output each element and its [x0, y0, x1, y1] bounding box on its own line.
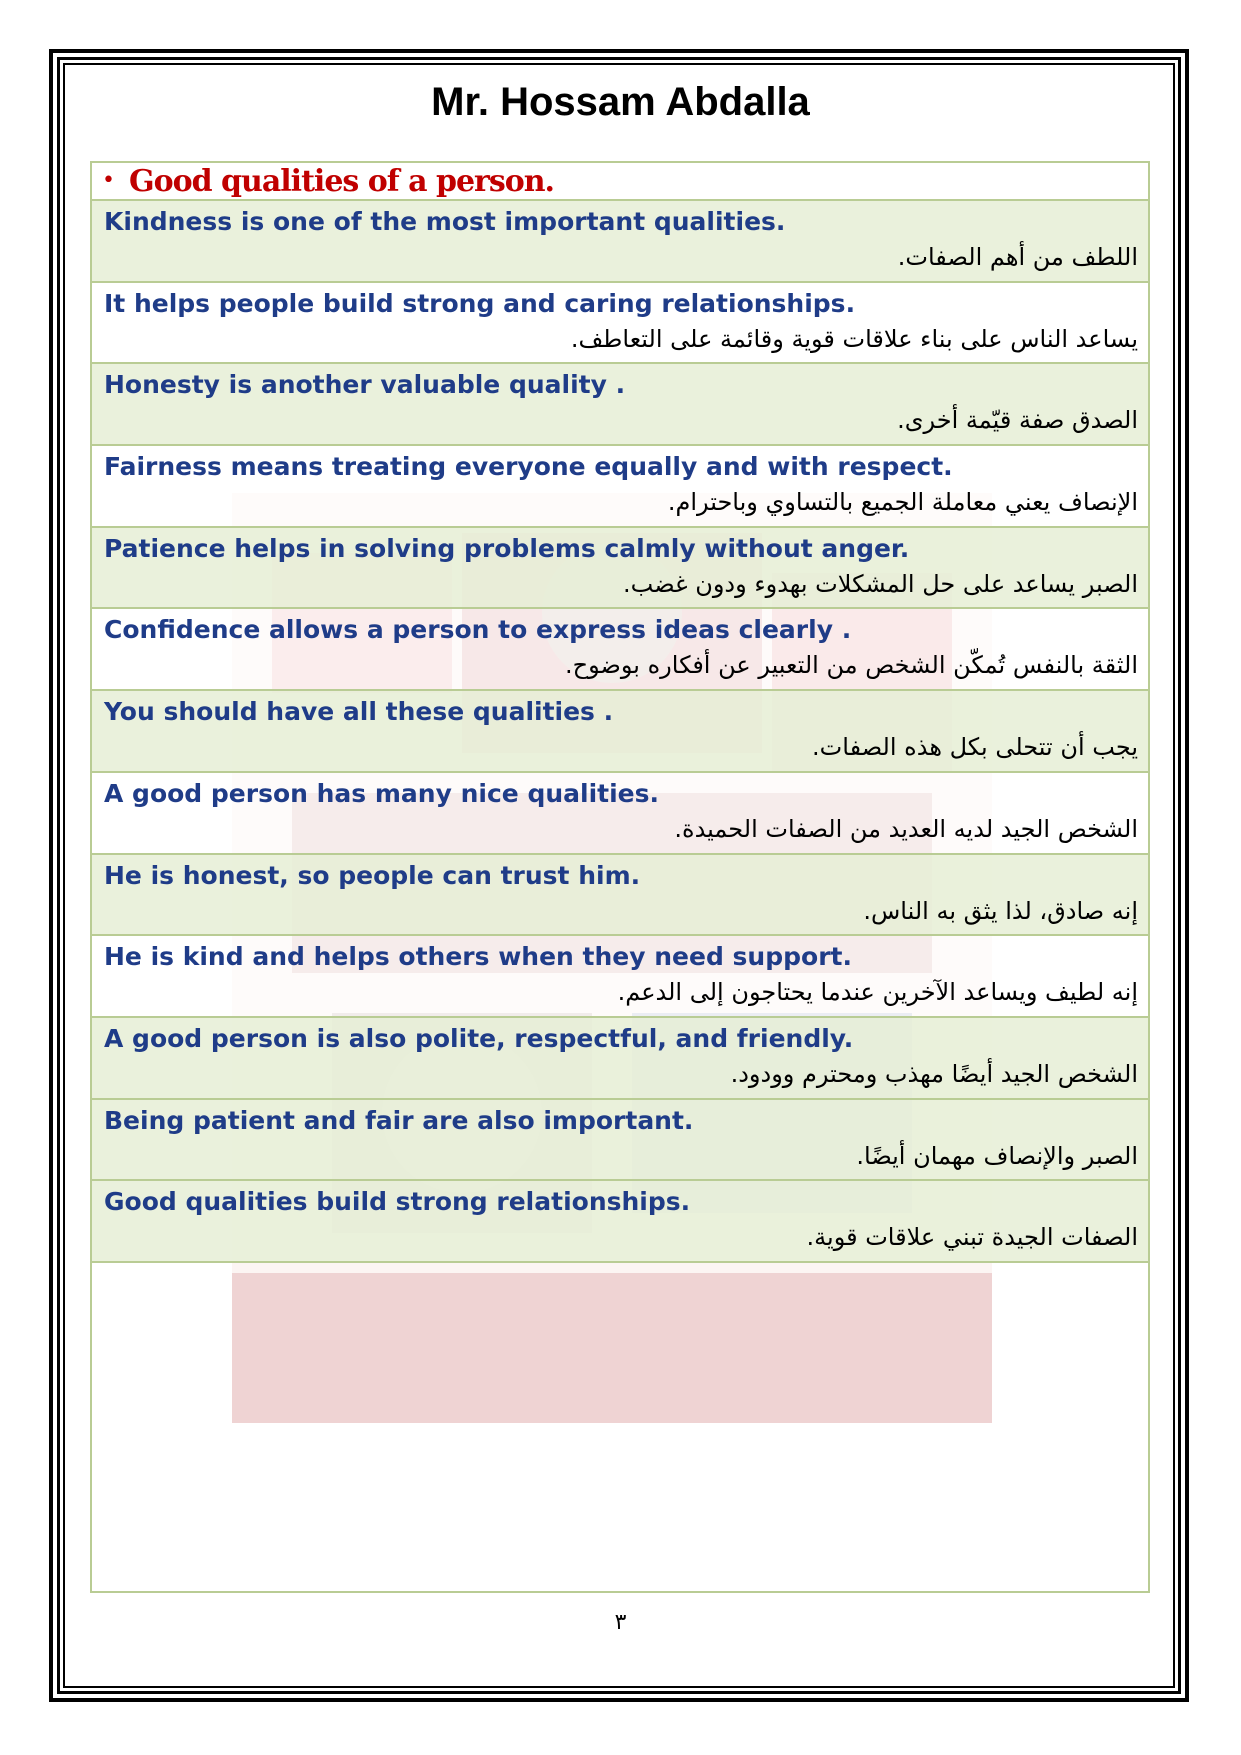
english-sentence: It helps people build strong and caring relationships. [104, 288, 856, 318]
english-sentence: A good person is also polite, respectful, and friendly. [104, 1023, 854, 1053]
section-heading-row [92, 163, 1148, 201]
table-row [92, 1181, 1148, 1263]
table-row [92, 1018, 1148, 1100]
table-row [92, 1100, 1148, 1182]
table-row [92, 773, 1148, 855]
english-sentence: A good person has many nice qualities. [104, 778, 660, 808]
english-sentence: He is kind and helps others when they need support. [104, 942, 852, 972]
english-sentence: Being patient and fair are also important. [104, 1105, 694, 1135]
arabic-translation: الصفات الجيدة تبني علاقات قوية. [806, 1223, 1138, 1252]
english-sentence: You should have all these qualities . [104, 697, 614, 727]
arabic-translation: الإنصاف يعني معاملة الجميع بالتساوي وباحترام. [667, 488, 1138, 517]
english-sentence: He is honest, so people can trust him. [104, 860, 641, 890]
page-title: Mr. Hossam Abdalla [431, 80, 810, 124]
arabic-translation: يجب أن تتحلى بكل هذه الصفات. [812, 733, 1138, 762]
arabic-translation: الثقة بالنفس تُمكّن الشخص من التعبير عن أفكاره بوضوح. [565, 651, 1138, 680]
arabic-translation: الشخص الجيد لديه العديد من الصفات الحميدة. [674, 814, 1138, 843]
english-sentence: Confidence allows a person to express ideas clearly . [104, 615, 852, 645]
arabic-translation: الشخص الجيد أيضًا مهذب ومحترم وودود. [730, 1059, 1138, 1088]
arabic-translation: الصبر والإنصاف مهمان أيضًا. [856, 1141, 1138, 1170]
arabic-translation: الصدق صفة قيّمة أخرى. [897, 406, 1138, 435]
table-row [92, 364, 1148, 446]
table-row [92, 936, 1148, 1018]
english-sentence: Honesty is another valuable quality . [104, 370, 626, 400]
table-row [92, 528, 1148, 610]
table-row [92, 283, 1148, 365]
table-row [92, 446, 1148, 528]
page-number: ٣ [614, 1610, 627, 1635]
arabic-translation: إنه صادق، لذا يثق به الناس. [863, 896, 1138, 925]
arabic-translation: الصبر يساعد على حل المشكلات بهدوء ودون غضب. [623, 569, 1138, 598]
arabic-translation: إنه لطيف ويساعد الآخرين عندما يحتاجون إلى الدعم. [617, 978, 1138, 1007]
table-row [92, 691, 1148, 773]
bullet-icon: • [102, 168, 115, 193]
english-sentence: Patience helps in solving problems calmly without anger. [104, 533, 910, 563]
english-sentence: Kindness is one of the most important qualities. [104, 207, 786, 236]
english-sentence: Fairness means treating everyone equally and with respect. [104, 452, 953, 482]
english-sentence: Good qualities build strong relationships. [104, 1187, 691, 1217]
section-heading: Good qualities of a person. [128, 163, 555, 199]
arabic-translation: يساعد الناس على بناء علاقات قوية وقائمة على التعاطف. [570, 324, 1138, 353]
arabic-translation: اللطف من أهم الصفات. [897, 243, 1138, 271]
table-row [92, 609, 1148, 691]
table-row [92, 855, 1148, 937]
table-row [92, 201, 1148, 283]
sentences-table [90, 161, 1150, 1593]
